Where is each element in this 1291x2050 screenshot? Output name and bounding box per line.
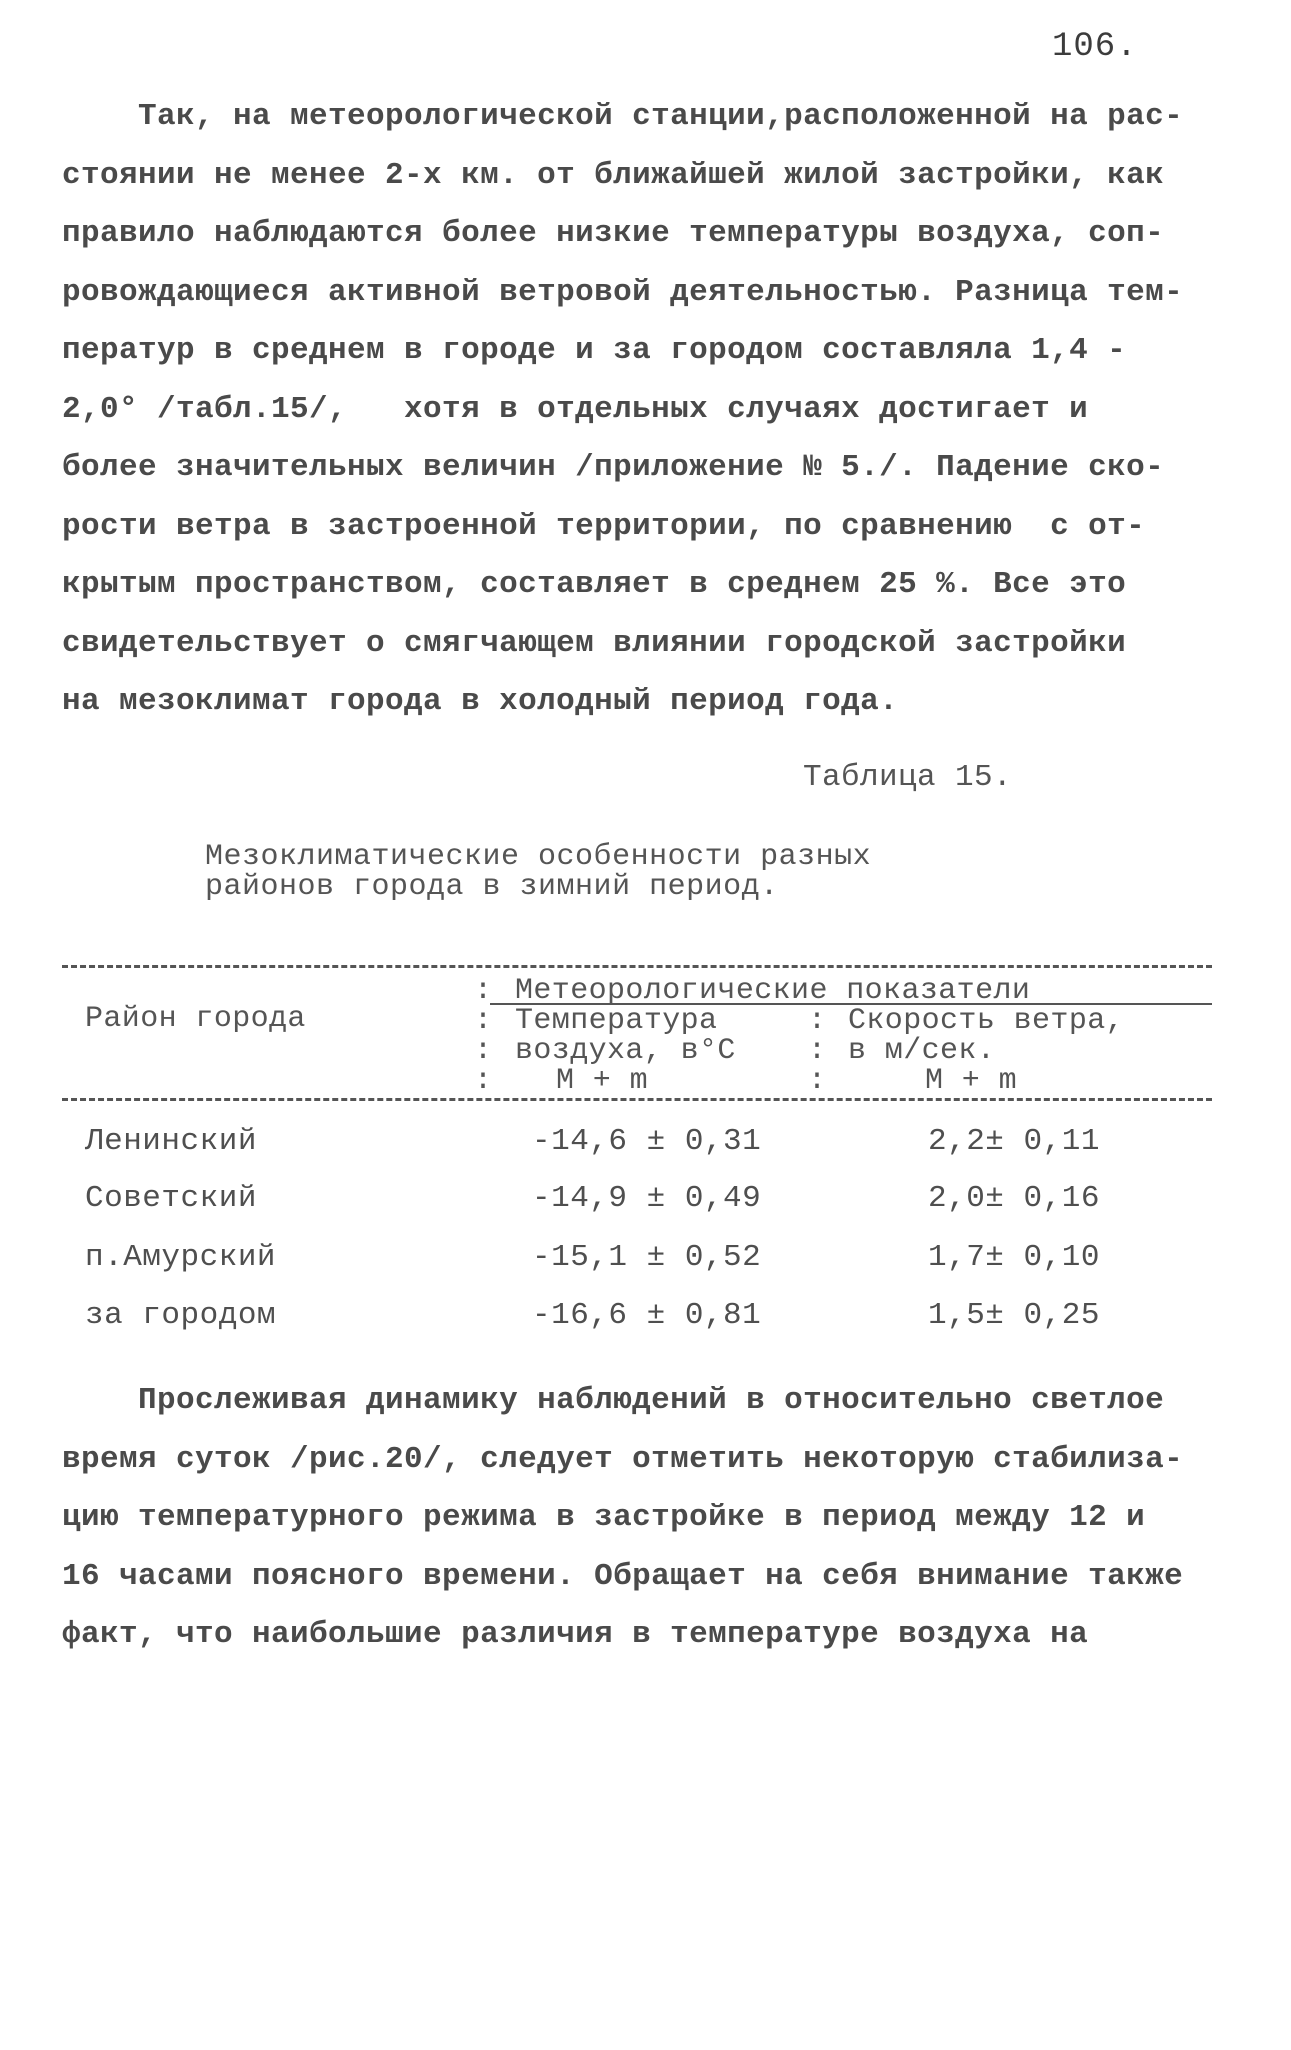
table-top-rule	[62, 965, 1212, 968]
cell-temperature: -15,1 ± 0,52	[532, 1240, 762, 1275]
table-row	[0, 1240, 1291, 1298]
text-line: стоянии не менее 2-х км. от ближайшей жилой застройки, как	[62, 157, 1165, 193]
table-row	[0, 1298, 1291, 1356]
header-temperature-unit: воздуха, в°С	[515, 1034, 736, 1068]
table-title-line: Мезоклиматические особенности разных	[205, 840, 872, 874]
text-line: ровождающиеся активной ветровой деятельностью. Разница тем-	[62, 274, 1184, 310]
text-line: факт, что наибольшие различия в температуре воздуха на	[62, 1617, 1089, 1652]
text-line: рости ветра в застроенной территории, по сравнению с от-	[62, 508, 1146, 544]
text-line: ператур в среднем в городе и за городом составляла 1,4 -	[62, 333, 1127, 368]
text-line: 2,0° /табл.15/, хотя в отдельных случаях достигает и	[62, 391, 1089, 427]
header-wind-unit: в м/сек.	[848, 1034, 996, 1068]
cell-district: Ленинский	[85, 1124, 257, 1159]
table-row	[0, 1124, 1291, 1182]
cell-temperature: -16,6 ± 0,81	[532, 1298, 762, 1333]
header-bottom-rule	[62, 1098, 1212, 1101]
paragraph-2	[62, 1372, 1232, 1665]
cell-district: п.Амурский	[85, 1240, 277, 1275]
cell-wind-speed: 2,2± 0,11	[928, 1124, 1100, 1159]
text-line: Так, на метеорологической станции,расположенной на рас-	[62, 99, 1184, 134]
text-line: правило наблюдаются более низкие температуры воздуха, соп-	[62, 216, 1165, 251]
column-separator: : : : :	[474, 974, 493, 1098]
table-row	[0, 1181, 1291, 1239]
column-separator: : : :	[808, 1004, 827, 1098]
cell-district: за городом	[85, 1298, 277, 1333]
text-line: свидетельствует о смягчающем влиянии городской застройки	[62, 625, 1127, 661]
text-line: крытым пространством, составляет в среднем 25 %. Все это	[62, 567, 1127, 602]
text-line: время суток /рис.20/, следует отметить некоторую стабилиза-	[62, 1441, 1184, 1477]
header-temperature: Температура	[515, 1004, 718, 1038]
cell-temperature: -14,6 ± 0,31	[532, 1124, 762, 1159]
text-line: цию температурного режима в застройке в период между 12 и	[62, 1500, 1146, 1535]
header-district: Район города	[85, 1002, 306, 1036]
cell-wind-speed: 1,7± 0,10	[928, 1240, 1100, 1275]
text-line: 16 часами поясного времени. Обращает на себя внимание также	[62, 1558, 1184, 1594]
table-caption: Таблица 15.	[803, 760, 1013, 795]
table-title	[205, 842, 871, 902]
header-meteorological-indicators: Метеорологические показатели	[515, 974, 1031, 1008]
text-line: более значительных величин /приложение № 5./. Падение ско-	[62, 450, 1165, 485]
cell-wind-speed: 2,0± 0,16	[928, 1181, 1100, 1216]
page-number: 106.	[1052, 28, 1138, 66]
cell-wind-speed: 1,5± 0,25	[928, 1298, 1100, 1333]
header-temperature-stat: М + m	[556, 1064, 649, 1098]
header-wind-stat: М + m	[925, 1064, 1018, 1098]
table-title-line: районов города в зимний период.	[205, 870, 779, 904]
text-line: на мезоклимат города в холодный период года.	[62, 684, 899, 719]
cell-district: Советский	[85, 1181, 257, 1216]
text-line: Прослеживая динамику наблюдений в относительно светлое	[62, 1383, 1165, 1418]
cell-temperature: -14,9 ± 0,49	[532, 1181, 762, 1216]
header-wind-speed: Скорость ветра,	[848, 1004, 1125, 1038]
paragraph-1	[62, 88, 1232, 732]
